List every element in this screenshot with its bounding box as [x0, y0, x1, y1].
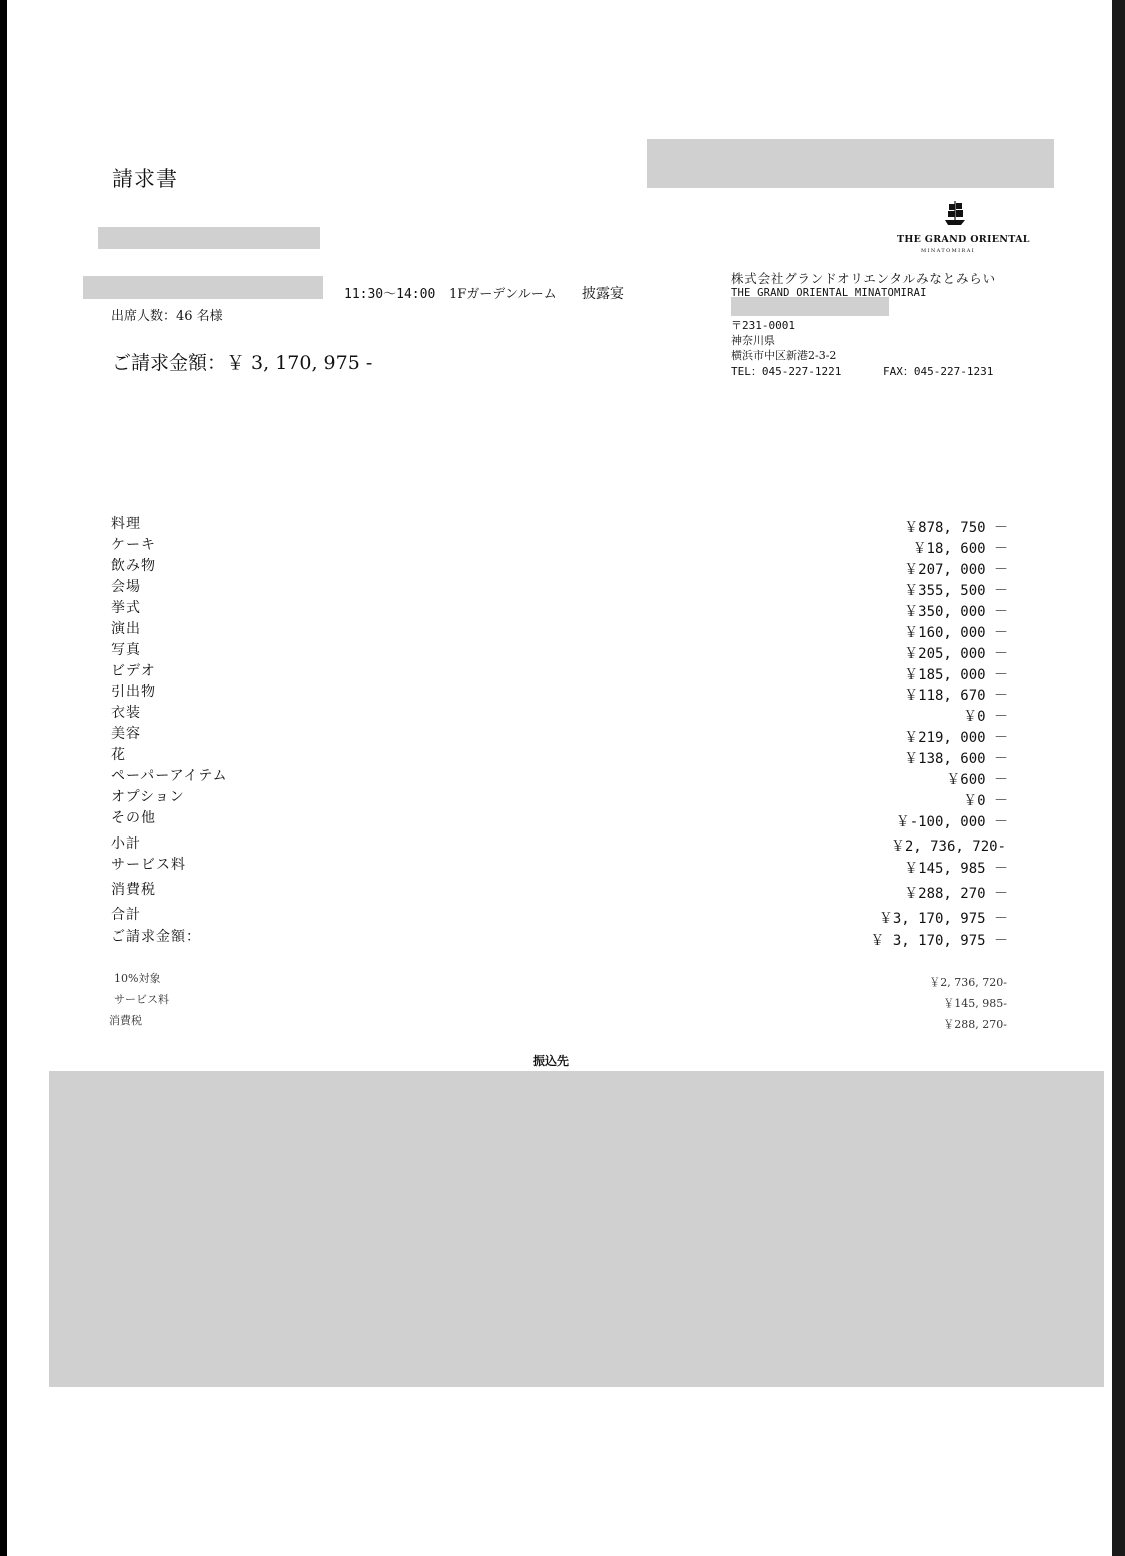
tax-breakdown-value: ￥145, 985-	[943, 997, 1007, 1010]
item-value: ￥350, 000 －	[904, 604, 1008, 620]
item-label: 挙式	[111, 600, 141, 616]
company-name-en: THE GRAND ORIENTAL MINATOMIRAI	[731, 287, 927, 299]
item-label: その他	[111, 810, 156, 826]
address-street: 横浜市中区新港2-3-2	[731, 349, 837, 362]
item-label: オプション	[111, 789, 185, 805]
redacted-issuer-detail	[731, 297, 889, 316]
tax-breakdown-label: 10%対象	[114, 972, 161, 985]
attendance-count: 出席人数：46 名様	[111, 309, 223, 324]
event-time: 11:30〜14:00	[344, 287, 436, 302]
event-room: 1Fガーデンルーム	[449, 287, 557, 302]
item-value: ￥219, 000 －	[904, 730, 1008, 746]
item-value: ￥600 －	[946, 772, 1008, 788]
bank-transfer-title: 振込先	[533, 1054, 570, 1068]
tax-breakdown-label: 消費税	[109, 1014, 142, 1027]
tax-breakdown-value: ￥2, 736, 720-	[929, 976, 1007, 989]
tax-breakdown-label: サービス料	[114, 993, 169, 1006]
event-type: 披露宴	[582, 286, 624, 302]
address-prefecture: 神奈川県	[731, 334, 775, 347]
item-label: 会場	[111, 579, 141, 595]
item-value: ￥205, 000 －	[904, 646, 1008, 662]
ship-logo-icon	[942, 200, 968, 228]
item-label: 料理	[111, 516, 141, 532]
item-label: 花	[111, 747, 126, 763]
amount-billed-value: ￥ 3, 170, 975 －	[870, 933, 1008, 949]
service-charge-label: サービス料	[111, 857, 186, 873]
item-value: ￥207, 000 －	[904, 562, 1008, 578]
phone-number: TEL：045-227-1221	[731, 365, 842, 378]
consumption-tax-value: ￥288, 270 －	[904, 886, 1008, 902]
item-label: 演出	[111, 621, 141, 637]
amount-billed-label: ご請求金額：	[111, 929, 201, 945]
item-label: ペーパーアイテム	[111, 768, 228, 784]
logo-name: THE GRAND ORIENTAL	[897, 234, 1030, 245]
item-label: ケーキ	[111, 537, 156, 553]
redacted-bank-details	[49, 1071, 1104, 1387]
item-label: 写真	[111, 642, 141, 658]
tax-breakdown-value: ￥288, 270-	[943, 1018, 1007, 1031]
total-label: 合計	[111, 907, 141, 923]
item-label: 飲み物	[111, 558, 156, 574]
redacted-customer-name	[98, 227, 320, 249]
subtotal-label: 小計	[111, 836, 141, 852]
fax-number: FAX：045-227-1231	[883, 365, 994, 378]
consumption-tax-label: 消費税	[111, 882, 156, 898]
logo-subtitle: MINATOMIRAI	[921, 248, 976, 254]
service-charge-value: ￥145, 985 －	[904, 861, 1008, 877]
item-value: ￥138, 600 －	[904, 751, 1008, 767]
item-label: ビデオ	[111, 663, 156, 679]
postal-code: 〒231-0001	[731, 319, 795, 332]
item-value: ￥355, 500 －	[904, 583, 1008, 599]
item-value: ￥0 －	[963, 793, 1008, 809]
item-value: ￥-100, 000 －	[895, 814, 1008, 830]
item-label: 美容	[111, 726, 141, 742]
invoice-title: 請求書	[112, 167, 178, 191]
item-value: ￥185, 000 －	[904, 667, 1008, 683]
subtotal-value: ￥2, 736, 720-	[890, 839, 1006, 855]
redacted-event-date	[83, 276, 323, 299]
company-name-jp: 株式会社グランドオリエンタルみなとみらい	[731, 271, 996, 286]
item-value: ￥18, 600 －	[912, 541, 1008, 557]
item-value: ￥878, 750 －	[904, 520, 1008, 536]
item-label: 衣装	[111, 705, 141, 721]
total-value: ￥3, 170, 975 －	[878, 911, 1008, 927]
page-edge	[1112, 0, 1125, 1556]
redacted-recipient-header	[647, 139, 1054, 188]
amount-billed-header: ご請求金額：￥ 3, 170, 975 -	[112, 352, 373, 374]
item-label: 引出物	[111, 684, 156, 700]
item-value: ￥0 －	[963, 709, 1008, 725]
item-value: ￥160, 000 －	[904, 625, 1008, 641]
item-value: ￥118, 670 －	[904, 688, 1008, 704]
